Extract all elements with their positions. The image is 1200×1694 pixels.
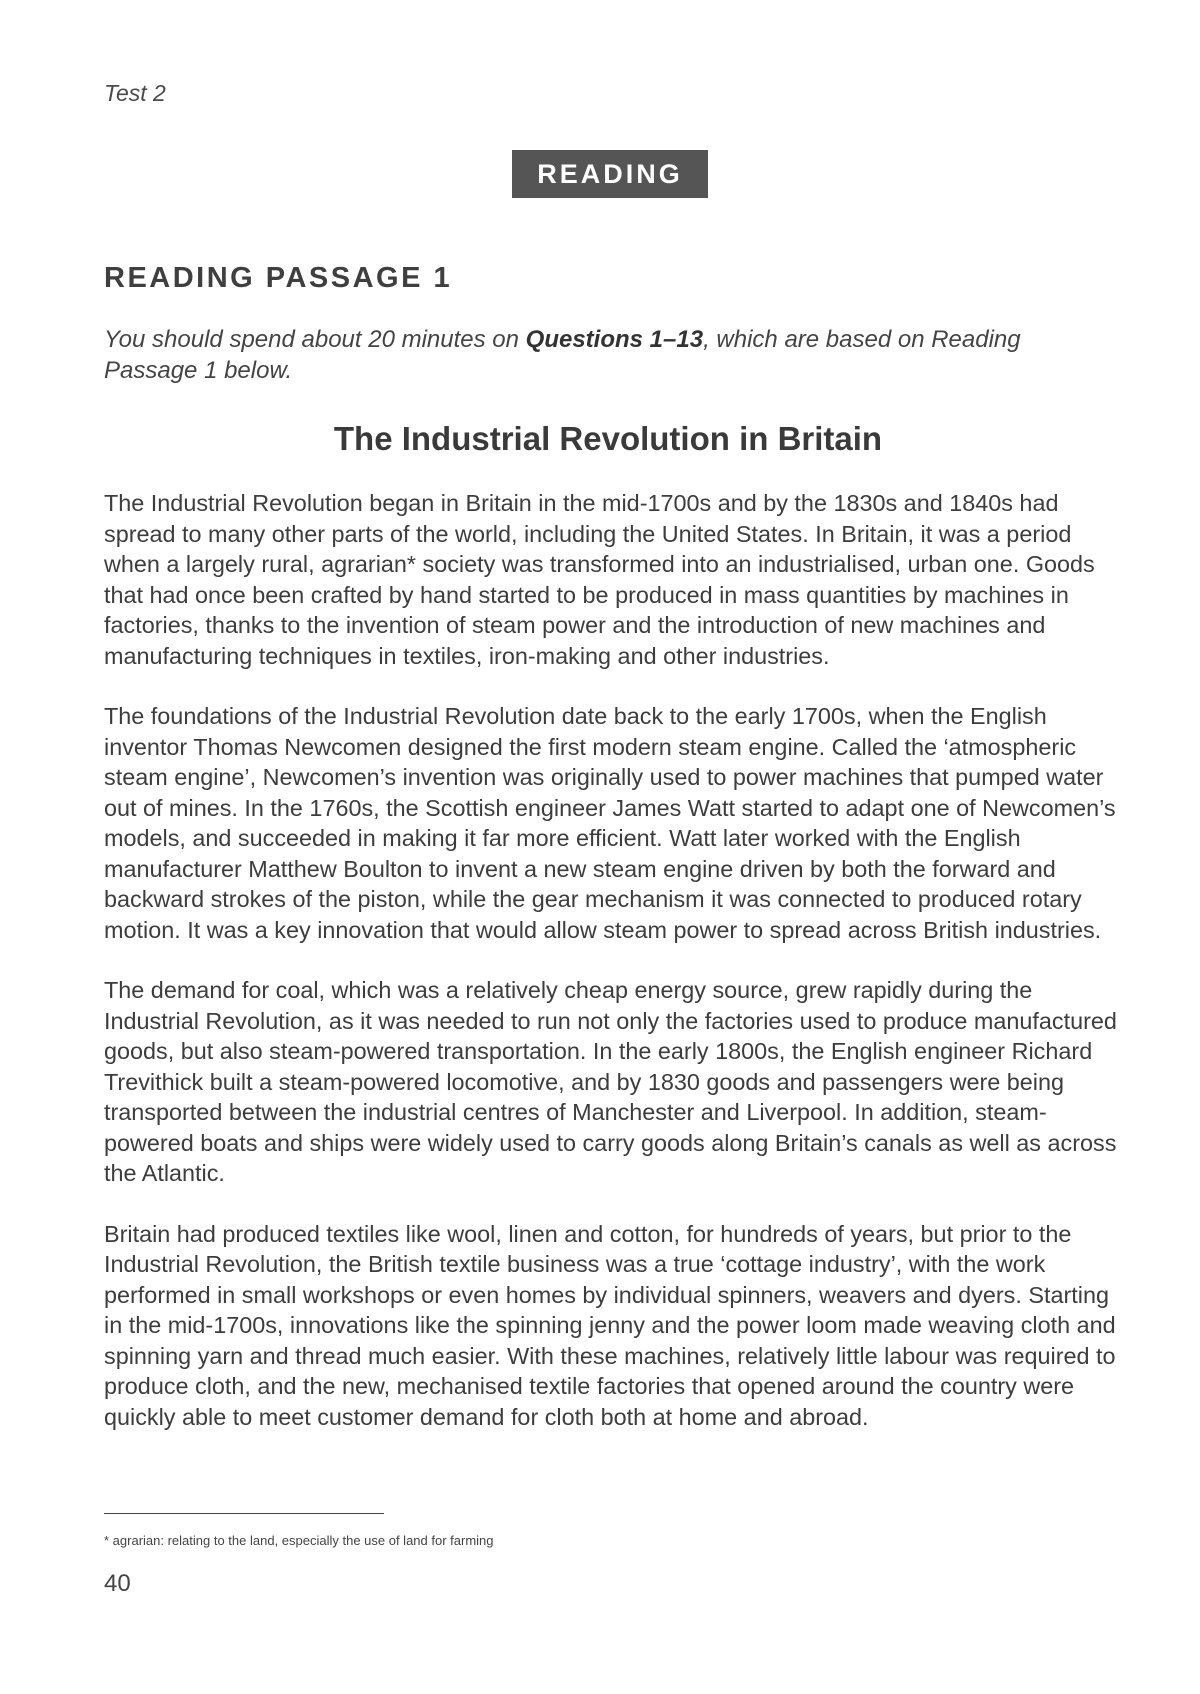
instruction-text-end: , which are based on Reading Passage 1 below. <box>104 326 1021 384</box>
passage-body <box>104 488 1124 1462</box>
passage-title: The Industrial Revolution in Britain <box>333 420 883 457</box>
paragraph-4: Britain had produced textiles like wool, linen and cotton, for hundreds of years, but prior to the Industrial Revolution, the British textile business was a true ‘cottage industry’, with the work performed in small workshops or even homes by individual spinners, weavers and dyers. Starting in the mid-1700s, innovations like the spinning jenny and the power loom made weaving cloth and spinning yarn and thread much easier. With these machines, relatively little labour was required to produce cloth, and the new, mechanised textile factories that opened around the country were quickly able to meet customer demand for cloth both at home and abroad. <box>104 1220 1116 1430</box>
paragraph-3: The demand for coal, which was a relatively cheap energy source, grew rapidly during the Industrial Revolution, as it was needed to run not only the factories used to produce manufactured goods, but also steam-powered transportation. In the early 1800s, the English engineer Richard Trevithick built a steam-powered locomotive, and by 1830 goods and passengers were being transported between the industrial centres of Manchester and Liverpool. In addition, steam-powered boats and ships were widely used to carry goods along Britain’s canals as well as across the Atlantic. <box>104 977 1117 1186</box>
instruction-text <box>104 324 1114 386</box>
footnote-divider <box>104 1513 384 1514</box>
running-head: Test 2 <box>104 80 166 106</box>
passage-heading: READING PASSAGE 1 <box>104 262 453 294</box>
instruction-questions-range: Questions 1–13 <box>525 326 704 353</box>
section-banner: READING <box>512 150 708 198</box>
instruction-text-start: You should spend about 20 minutes on <box>104 326 526 353</box>
page-number: 40 <box>104 1570 131 1597</box>
footnote: * agrarian: relating to the land, especially the use of land for farming <box>104 1533 494 1548</box>
paragraph-1: The Industrial Revolution began in Britain in the mid-1700s and by the 1830s and 1840s had spread to many other parts of the world, including the United States. In Britain, it was a period when a largely rural, agrarian* society was transformed into an industrialised, urban one. Goods that had once been crafted by hand started to be produced in mass quantities by machines in factories, thanks to the invention of steam power and the introduction of new machines and manufacturing techniques in textiles, iron-making and other industries. <box>104 490 1095 669</box>
paragraph-2: The foundations of the Industrial Revolution date back to the early 1700s, when the English inventor Thomas Newcomen designed the first modern steam engine. Called the ‘atmospheric steam engine’, Newcomen’s invention was originally used to power machines that pumped water out of mines. In the 1760s, the Scottish engineer James Watt started to adapt one of Newcomen’s models, and succeeded in making it far more efficient. Watt later worked with the English manufacturer Matthew Boulton to invent a new steam engine driven by both the forward and backward strokes of the piston, while the gear mechanism it was connected to produced rotary motion. It was a key innovation that would allow steam power to spread across British industries. <box>104 703 1116 943</box>
